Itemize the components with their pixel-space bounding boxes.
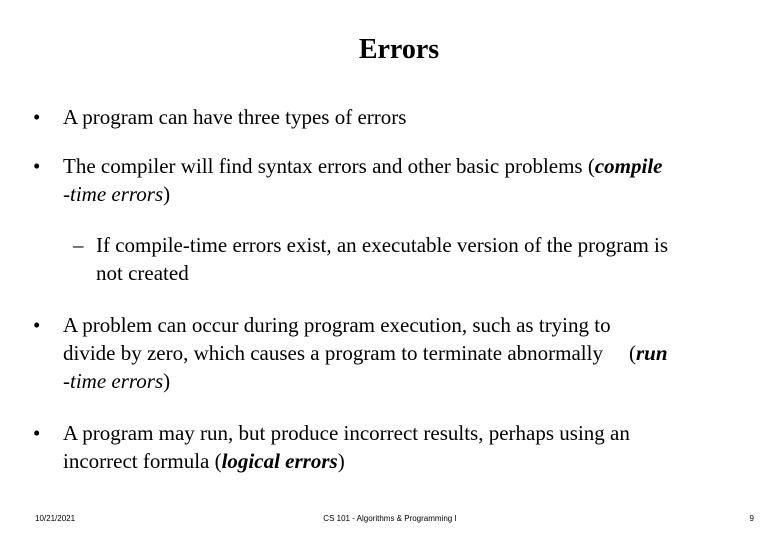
- bullet-3: [33, 311, 763, 395]
- bullet-4: [33, 419, 763, 475]
- bullet-text: A program can have three types of errors: [63, 105, 407, 129]
- page-title: Errors: [358, 34, 440, 65]
- dash-marker: –: [73, 233, 84, 257]
- footer-page-number: 9: [749, 514, 754, 523]
- sub-bullet-1: [73, 231, 763, 287]
- bullet-marker: •: [33, 313, 41, 337]
- bullet-marker: •: [33, 105, 41, 129]
- sub-bullet-text: If compile-time errors exist, an executable version of the program is not created: [96, 233, 669, 285]
- footer-course: CS 101 - Algorithms & Programming I: [323, 514, 457, 523]
- bullet-marker: •: [33, 421, 41, 445]
- bullet-text: The compiler will find syntax errors and other basic problems (compile -time errors): [63, 154, 663, 206]
- bullet-marker: •: [33, 154, 41, 178]
- footer-date: 10/21/2021: [35, 514, 76, 523]
- bullet-text: A problem can occur during program execution, such as trying to divide by zero, which causes a program to terminate abnormally (run -time errors): [63, 313, 668, 393]
- bullet-2: [33, 152, 763, 208]
- bullet-1: [33, 103, 763, 131]
- bullet-text: A program may run, but produce incorrect results, perhaps using an incorrect formula (logical errors): [63, 421, 630, 473]
